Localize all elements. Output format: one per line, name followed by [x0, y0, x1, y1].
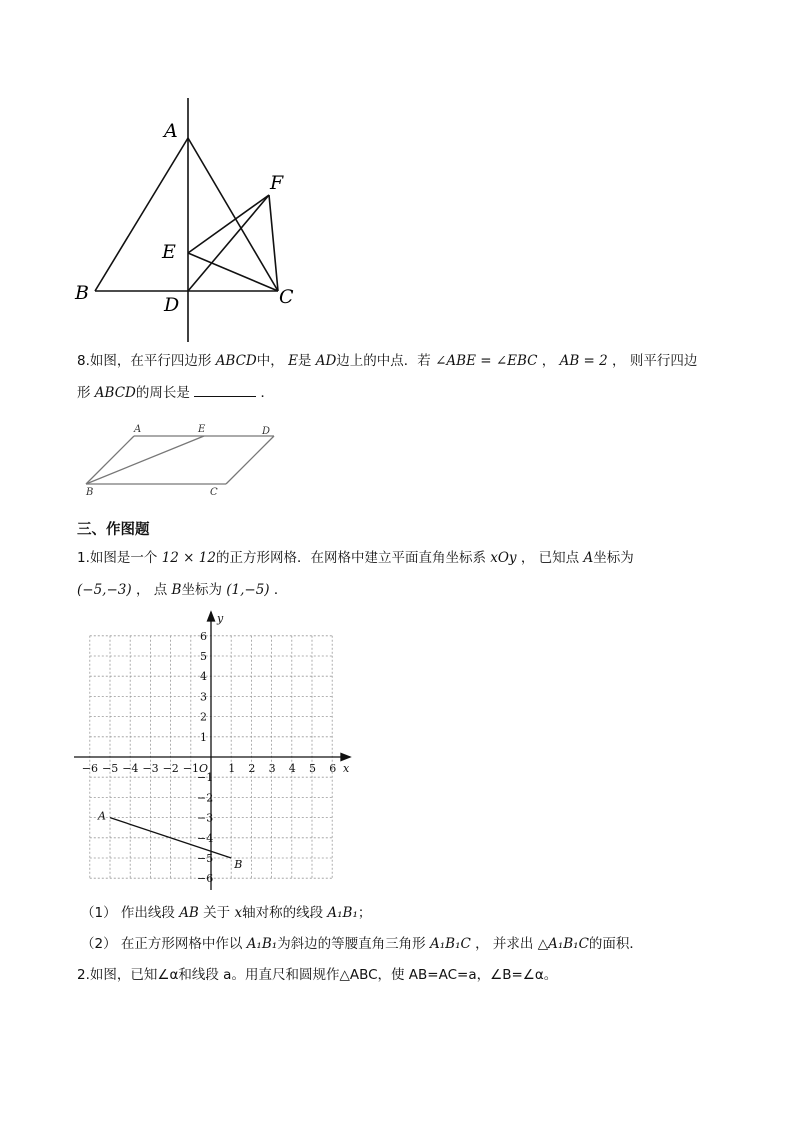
segment-fd [188, 195, 269, 291]
sub1-text: 作出线段 [120, 905, 175, 921]
label-e: E [198, 424, 206, 435]
x-tick-label: −1 [182, 762, 200, 775]
origin-label: O [199, 762, 209, 775]
p1-text: ， [520, 550, 535, 566]
sub1-var: AB [179, 905, 199, 921]
label-e: E [162, 241, 176, 263]
y-tick-label: −5 [197, 852, 214, 865]
x-tick-label: 1 [228, 762, 236, 775]
x-tick-label: −2 [162, 762, 179, 775]
y-axis-arrow [208, 612, 215, 621]
y-tick-label: 6 [200, 629, 207, 643]
q8-var: AD [315, 353, 337, 369]
answer-blank[interactable] [194, 382, 256, 397]
sub2-var: △A₁B₁C [537, 936, 589, 952]
point-b-label: B [234, 858, 243, 871]
q8-text: 的周长是 [135, 385, 190, 401]
segment-be [86, 436, 204, 484]
sub2-text: 为斜边的等腰直角三角形 [277, 936, 426, 952]
label-a: A [134, 424, 142, 435]
x-tick-label: 4 [288, 762, 296, 775]
p1-text: 已知点 [538, 550, 580, 566]
problem-2: 2.如图，已知∠α和线段 a。用直尺和圆规作△ABC，使 AB=AC=a，∠B=∠α。 [77, 967, 558, 983]
p1-var: B [171, 582, 182, 598]
q8-text: 是 [297, 353, 312, 369]
y-tick-label: −6 [197, 872, 214, 886]
y-tick-label: −3 [197, 811, 214, 825]
label-c: C [210, 487, 218, 498]
x-tick-label: 5 [309, 762, 316, 775]
segment-ab [95, 138, 188, 291]
y-axis-label: y [217, 612, 224, 625]
q8-text: 则平行四边 [629, 353, 698, 369]
q8-text: 边上的中点．若 [336, 353, 431, 369]
sub1-number: （1） [81, 905, 117, 921]
segment-ac [188, 138, 278, 291]
sub2-text: 并求出 [492, 936, 534, 952]
problem-1-line-1 [77, 548, 634, 568]
section-title: 三、作图题 [77, 522, 150, 538]
question-8-line-2 [77, 382, 274, 403]
x-tick-label: 3 [268, 762, 276, 775]
sub2-var: A₁B₁ [246, 936, 278, 952]
y-tick-label: 2 [200, 710, 207, 724]
p1-text: 坐标为 [181, 582, 222, 598]
x-tick-label: −5 [102, 762, 119, 775]
q8-text: 如图，在平行四边形 [89, 353, 212, 369]
q8-text: ， [612, 353, 626, 369]
q8-number: 8. [77, 353, 90, 369]
x-tick-label: 2 [248, 762, 256, 775]
q8-var: E [288, 353, 298, 369]
sub1-var: A₁B₁ [327, 905, 358, 921]
sub2-text: ， [475, 936, 489, 952]
q8-math: ∠ABE = ∠EBC [435, 353, 538, 369]
segment-ef [188, 195, 269, 253]
q8-text: 形 [77, 385, 91, 401]
x-axis-arrow [341, 754, 350, 761]
y-tick-label: 4 [200, 670, 207, 684]
label-a: A [164, 120, 178, 142]
sub2-var: A₁B₁C [429, 936, 471, 952]
q8-text: 中， [256, 353, 284, 369]
q8-var: ABCD [94, 385, 136, 401]
x-tick-label: −3 [142, 762, 159, 775]
y-tick-label: 5 [200, 650, 207, 663]
p1-text: ． [273, 582, 288, 598]
label-b: B [86, 487, 94, 498]
x-axis-label: x [343, 762, 350, 775]
label-f: F [270, 172, 284, 194]
label-b: B [75, 282, 89, 304]
y-tick-label: 3 [200, 690, 207, 704]
problem-1-line-2 [77, 580, 287, 600]
coordinate-grid [70, 610, 360, 895]
y-tick-label: −2 [197, 791, 214, 805]
label-d: D [262, 426, 271, 437]
question-8-line-1 [77, 351, 697, 371]
label-d: D [164, 294, 180, 316]
segment-ec [188, 253, 278, 291]
sub1-text: ； [357, 905, 372, 921]
q8-text: ． [260, 385, 274, 401]
p1-text: ， [135, 582, 150, 598]
p1-text: 1.如图是一个 [77, 550, 158, 566]
segment-dc [226, 436, 274, 484]
p1-text: 坐标为 [593, 550, 634, 566]
p1-text: 的正方形网格．在网格中建立平面直角坐标系 [215, 550, 486, 566]
p1-var: xOy [490, 550, 517, 566]
figure-parallelogram [78, 418, 288, 503]
sub1-text: 轴对称的线段 [242, 905, 324, 921]
q8-var: ABCD [215, 353, 257, 369]
sub2-number: （2） [81, 936, 117, 952]
x-tick-label: 6 [329, 762, 337, 775]
label-c: C [279, 286, 294, 308]
sub1-text: 关于 [203, 905, 231, 921]
figure-triangle-abc [60, 95, 320, 345]
q8-math: AB = 2 [559, 353, 608, 369]
point-a-label: A [98, 809, 106, 823]
p1-math: (−5,−3) [77, 582, 132, 598]
p1-math: (1,−5) [226, 582, 270, 598]
sub-question-2 [81, 934, 643, 954]
x-tick-label: −4 [122, 762, 139, 775]
sub-question-1 [81, 903, 371, 923]
sub1-var: x [234, 905, 243, 921]
p1-text: 点 [153, 582, 168, 598]
p1-var: A [583, 550, 594, 566]
x-tick-label: −6 [81, 762, 99, 775]
y-tick-label: 1 [200, 730, 207, 744]
y-tick-label: −1 [197, 771, 214, 785]
sub2-text: 在正方形网格中作以 [120, 936, 243, 952]
p1-math: 12 × 12 [161, 550, 216, 566]
segment-ab [86, 436, 134, 484]
sub2-text: 的面积． [588, 936, 643, 952]
q8-text: ， [541, 353, 556, 369]
y-tick-label: −4 [197, 831, 214, 845]
